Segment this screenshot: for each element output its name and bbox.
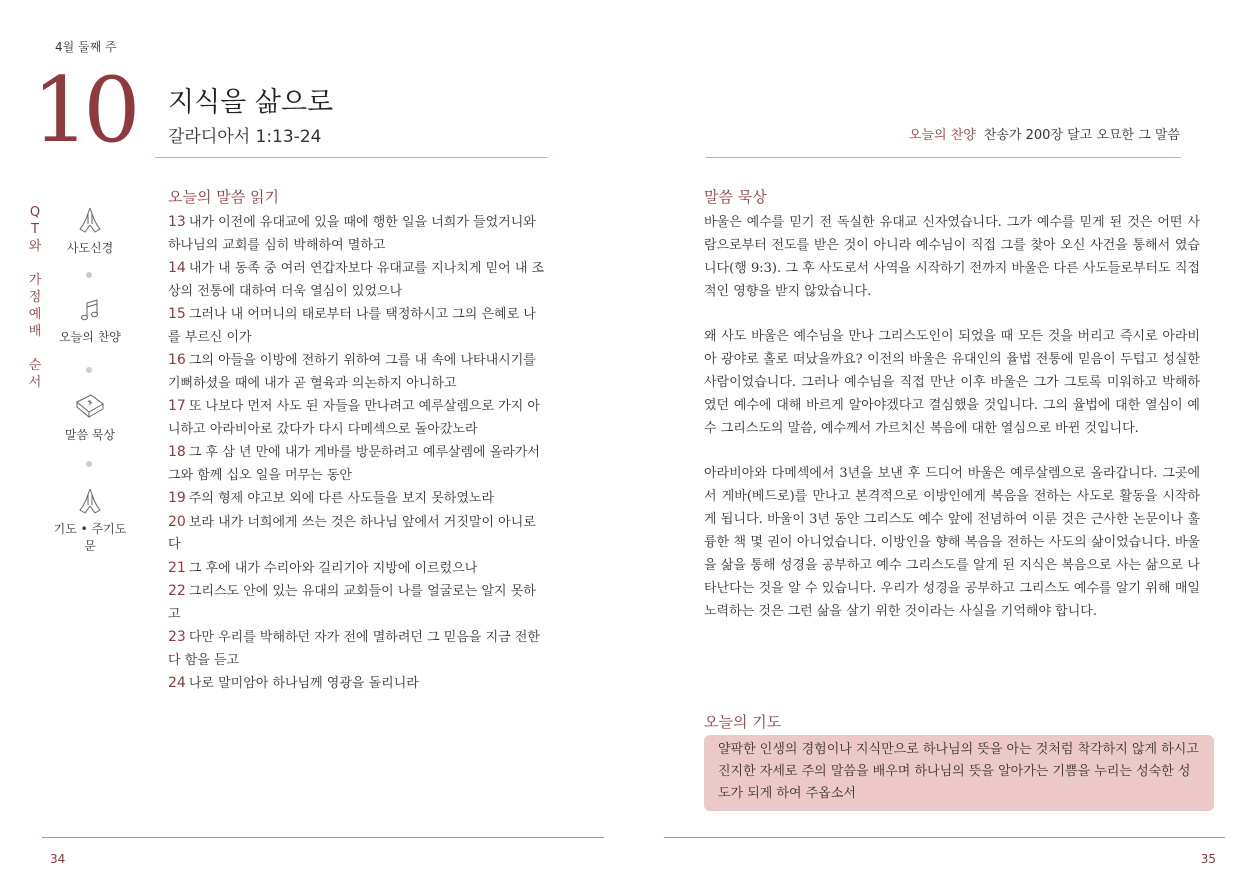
vertical-char: 정 [28,290,42,305]
prayer-box [704,735,1214,811]
vertical-gap [28,255,42,272]
verse-number: 16 [168,352,186,368]
hymn-text: 찬송가 200장 달고 오묘한 그 말씀 [983,128,1180,143]
verse-item [168,303,548,349]
verse-text: 또 나보다 먼저 사도 된 자들을 만나려고 예루살렘으로 가지 아니하고 아라비아로 갔다가 다시 다메섹으로 돌아갔노라 [168,399,540,437]
verse-number: 20 [168,513,186,530]
verse-number: 21 [168,559,186,576]
sidebar-item-prayer [52,486,128,554]
verse-text: 그 후 삼 년 만에 내가 게바를 방문하려고 예루살렘에 올라가서 그와 함께 십오 일을 머무는 동안 [168,445,540,483]
verse-item [168,487,548,511]
verse-item [168,441,548,487]
meditation-paragraph: 바울은 예수를 믿기 전 독실한 유대교 신자였습니다. 그가 예수를 믿게 된 것은 어떤 사람으로부터 전도를 받은 것이 아니라 예수님이 직접 그를 찾아 오신 사건을 통해서 였습니다(행 9:3). 그 후 사도로서 사역을 시작하기 전까지 바울은 다른 사도들로부터도 직접적인 영향을 받지 않았습니다. [704,215,1200,299]
verse-text: 그리스도 안에 있는 유대의 교회들이 나를 얼굴로는 알지 못하고 [168,584,536,622]
verse-number: 18 [168,444,186,460]
sidebar-item-meditation [52,392,128,443]
verse-item [168,511,548,557]
verse-number: 14 [168,260,186,276]
vertical-gap [28,340,42,357]
vertical-char: 배 [28,324,42,339]
left-footer-divider [42,837,604,838]
right-header-divider [706,157,1181,158]
verse-item [168,211,548,257]
hymn-of-the-day [909,124,1180,143]
scripture-reference: 갈라디아서 1:13-24 [168,127,322,147]
verse-item [168,672,548,696]
sidebar-item-todays-hymn [52,298,128,345]
vertical-char: T [31,222,39,237]
verse-text: 나로 말미암아 하나님께 영광을 돌리니라 [188,676,419,691]
verse-text: 주의 형제 야고보 외에 다른 사도들을 보지 못하였노라 [188,491,495,506]
day-number: 10 [32,58,135,163]
verse-item [168,580,548,626]
prayer-text: 얄팍한 인생의 경험이나 지식만으로 하나님의 뜻을 아는 것처럼 착각하지 않게 하시고 진지한 자세로 주의 말씀을 배우며 하나님의 뜻을 알아가는 기쁨을 누리는 성숙한 성도가 되게 하여 주옵소서 [718,742,1199,801]
verse-text: 그 후에 내가 수리아와 길리기아 지방에 이르렀으나 [188,560,478,576]
sidebar-item-label: 말씀 묵상 [64,428,116,442]
verse-item [168,349,548,395]
verse-text: 보라 내가 너희에게 쓰는 것은 하나님 앞에서 거짓말이 아니로다 [168,514,536,552]
reading-section-title: 오늘의 말씀 읽기 [168,188,279,206]
verse-text: 내가 이전에 유대교에 있을 때에 행한 일을 너희가 들었거니와 하나님의 교회를 심히 박해하여 멸하고 [168,215,536,253]
vertical-char: 가 [28,273,42,288]
vertical-char: 순 [28,358,42,373]
verse-text: 내가 내 동족 중 여러 연갑자보다 유대교를 지나치게 믿어 내 조상의 전통에 대하여 더욱 열심이 있었으나 [168,261,545,299]
verse-item [168,257,548,303]
sidebar-dot [86,367,92,373]
verse-number: 15 [168,306,186,322]
bible-icon [73,392,107,422]
verse-number: 22 [168,583,186,599]
verse-text: 다만 우리를 박해하던 자가 전에 멸하려던 그 믿음을 지금 전한다 함을 듣고 [168,630,540,668]
page-number-left: 34 [50,852,66,866]
hymn-label: 오늘의 찬양 [908,128,976,143]
week-label: 4월 둘째 주 [55,40,117,54]
verse-text: 그러나 내 어머니의 태로부터 나를 택정하시고 그의 은혜로 나를 부르신 이가 [168,307,536,345]
sidebar-item-label: 기도 • 주기도문 [53,522,127,553]
left-header-divider [155,157,547,158]
verse-item [168,626,548,672]
verse-list [168,211,548,696]
music-note-icon [75,298,105,324]
meditation-body [704,211,1200,645]
praying-hands-icon [75,205,105,235]
verse-number: 23 [168,629,186,645]
verse-number: 24 [168,675,186,691]
vertical-label [28,204,42,391]
meditation-paragraph: 아라비아와 다메섹에서 3년을 보낸 후 드디어 바울은 예루살렘으로 올라갑니다. 그곳에서 게바(베드로)를 만나고 본격적으로 이방인에게 복음을 전하는 사도로 활동을 시작하게 됩니다. 바울이 3년 동안 그리스도 예수 앞에 전념하여 이룬 것은 근사한 논문이나 훌륭한 책 몇 권이 아니었습니다. 이방인을 향해 복음을 전하는 사도의 삶이었습니다. 바울을 삶을 통해 성경을 공부하고 예수 그리스도를 알게 된 지식은 복음으로 사는 삶으로 나타난다는 것을 알 수 있습니다. 우리가 성경을 공부하고 그리스도 예수를 알기 위해 매일 노력하는 것은 그런 삶을 살기 위한 것이라는 사실을 기억해야 합니다. [704,466,1200,619]
page-title: 지식을 삶으로 [168,87,334,118]
sidebar-item-label: 사도신경 [66,241,114,255]
verse-item [168,557,548,581]
verse-number: 13 [168,214,186,230]
verse-number: 19 [168,490,186,506]
vertical-char: Q [29,205,41,220]
sidebar-item-label: 오늘의 찬양 [59,330,121,344]
verse-number: 17 [168,398,186,414]
vertical-char: 서 [28,375,42,390]
verse-text: 그의 아들을 이방에 전하기 위하여 그를 내 속에 나타내시기를 기뻐하셨을 때에 내가 곧 혈육과 의논하지 아니하고 [168,353,536,391]
page-number-right: 35 [1200,852,1216,866]
sidebar-item-apostles-creed [52,205,128,256]
sidebar-dot [86,272,92,278]
verse-item [168,395,548,441]
prayer-section-title: 오늘의 기도 [704,713,782,731]
vertical-char: 예 [28,307,42,322]
vertical-char: 와 [28,239,42,254]
praying-hands-icon [75,486,105,516]
sidebar-dot [86,461,92,467]
meditation-section-title: 말씀 묵상 [704,188,767,206]
meditation-paragraph: 왜 사도 바울은 예수님을 만나 그리스도인이 되었을 때 모든 것을 버리고 즉시로 아라비아 광야로 홀로 떠났을까요? 이전의 바울은 유대인의 율법 전통에 믿음이 두텁고 성실한 사람이었습니다. 그러나 예수님을 직접 만난 이후 바울은 그가 그토록 미워하고 박해하였던 예수에 대해 바르게 알아야겠다고 결심했을 것입니다. 그의 율법에 대한 열심이 예수 그리스도의 말씀, 예수께서 가르치신 복음에 대한 열심으로 바뀐 것입니다. [704,329,1200,436]
right-footer-divider [664,837,1225,838]
